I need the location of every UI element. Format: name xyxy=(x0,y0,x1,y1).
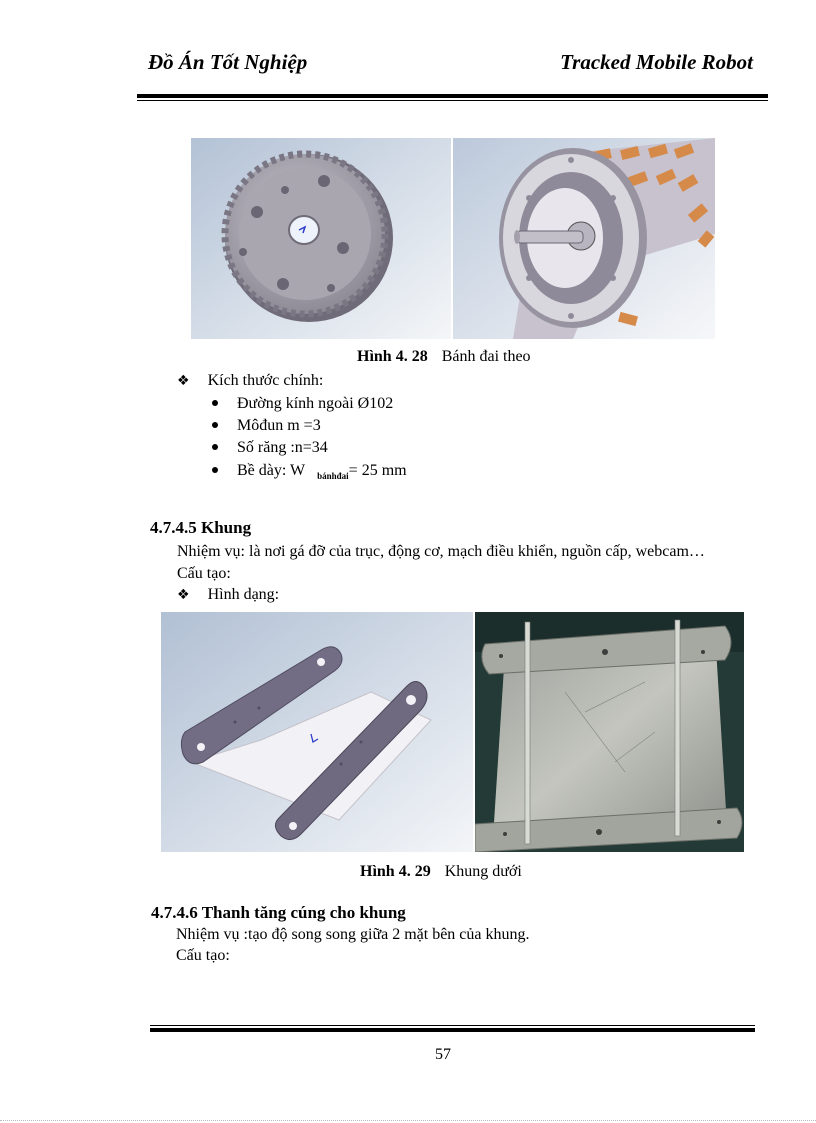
figure-29-title: Khung dưới xyxy=(444,863,522,880)
header-title-left: Đồ Án Tốt Nghiệp xyxy=(148,50,308,74)
section-heading-stiffener: 4.7.4.6 Thanh tăng cúng cho khung xyxy=(151,903,406,922)
figure-29-caption xyxy=(360,863,522,881)
section-stiffener-task: Nhiệm vụ :tạo độ song song giữa 2 mặt bên của khung. xyxy=(176,926,530,943)
section-khung-shape: Hình dạng: xyxy=(207,586,280,603)
footer-rule-thick xyxy=(150,1028,755,1032)
pulley-assembly-image xyxy=(453,138,715,339)
frame-cad-image xyxy=(161,612,473,852)
specs-title: Kích thước chính: xyxy=(207,372,324,389)
diamond-bullet-icon: ❖ xyxy=(177,373,190,389)
figure-29-number: Hình 4. 29 xyxy=(360,863,431,880)
spec-teeth: Số răng :n=34 xyxy=(237,439,328,456)
list-item xyxy=(212,460,407,487)
page-number: 57 xyxy=(435,1046,451,1063)
list-item xyxy=(212,415,321,437)
list-item xyxy=(212,393,393,415)
frame-photo-image xyxy=(475,612,744,852)
spec-module: Môđun m =3 xyxy=(237,417,321,434)
section-stiffener-structure: Cấu tạo: xyxy=(176,947,230,964)
header-title-right: Tracked Mobile Robot xyxy=(560,50,753,74)
diamond-bullet-icon: ❖ xyxy=(177,587,190,603)
section-khung-task: Nhiệm vụ: là nơi gá đỡ của trục, động cơ, mạch điều khiển, nguồn cấp, webcam… xyxy=(177,543,705,560)
figure-28-caption xyxy=(357,348,531,366)
header-rule-thick xyxy=(137,94,768,98)
figure-28-number: Hình 4. 28 xyxy=(357,348,428,365)
footer-rule-thin xyxy=(150,1025,755,1026)
pulley-cad-image xyxy=(191,138,451,339)
section-khung-structure: Cấu tạo: xyxy=(177,565,231,582)
specs-title-row xyxy=(177,370,323,392)
spec-width-value: = 25 mm xyxy=(348,462,407,479)
round-bullet-icon xyxy=(212,467,218,473)
round-bullet-icon xyxy=(212,400,218,406)
spec-width-label: Bề dày: W xyxy=(237,462,306,479)
round-bullet-icon xyxy=(212,422,218,428)
section-khung-shape-row xyxy=(177,584,279,606)
spec-outer-diameter: Đường kính ngoài Ø102 xyxy=(237,395,394,412)
header-rule-thin xyxy=(137,100,768,101)
section-heading-khung: 4.7.4.5 Khung xyxy=(150,518,252,537)
figure-28-title: Bánh đai theo xyxy=(441,348,531,365)
page-bottom-edge xyxy=(0,1120,816,1121)
spec-width-subscript: bánhđai xyxy=(317,471,349,481)
list-item xyxy=(212,437,328,459)
round-bullet-icon xyxy=(212,444,218,450)
